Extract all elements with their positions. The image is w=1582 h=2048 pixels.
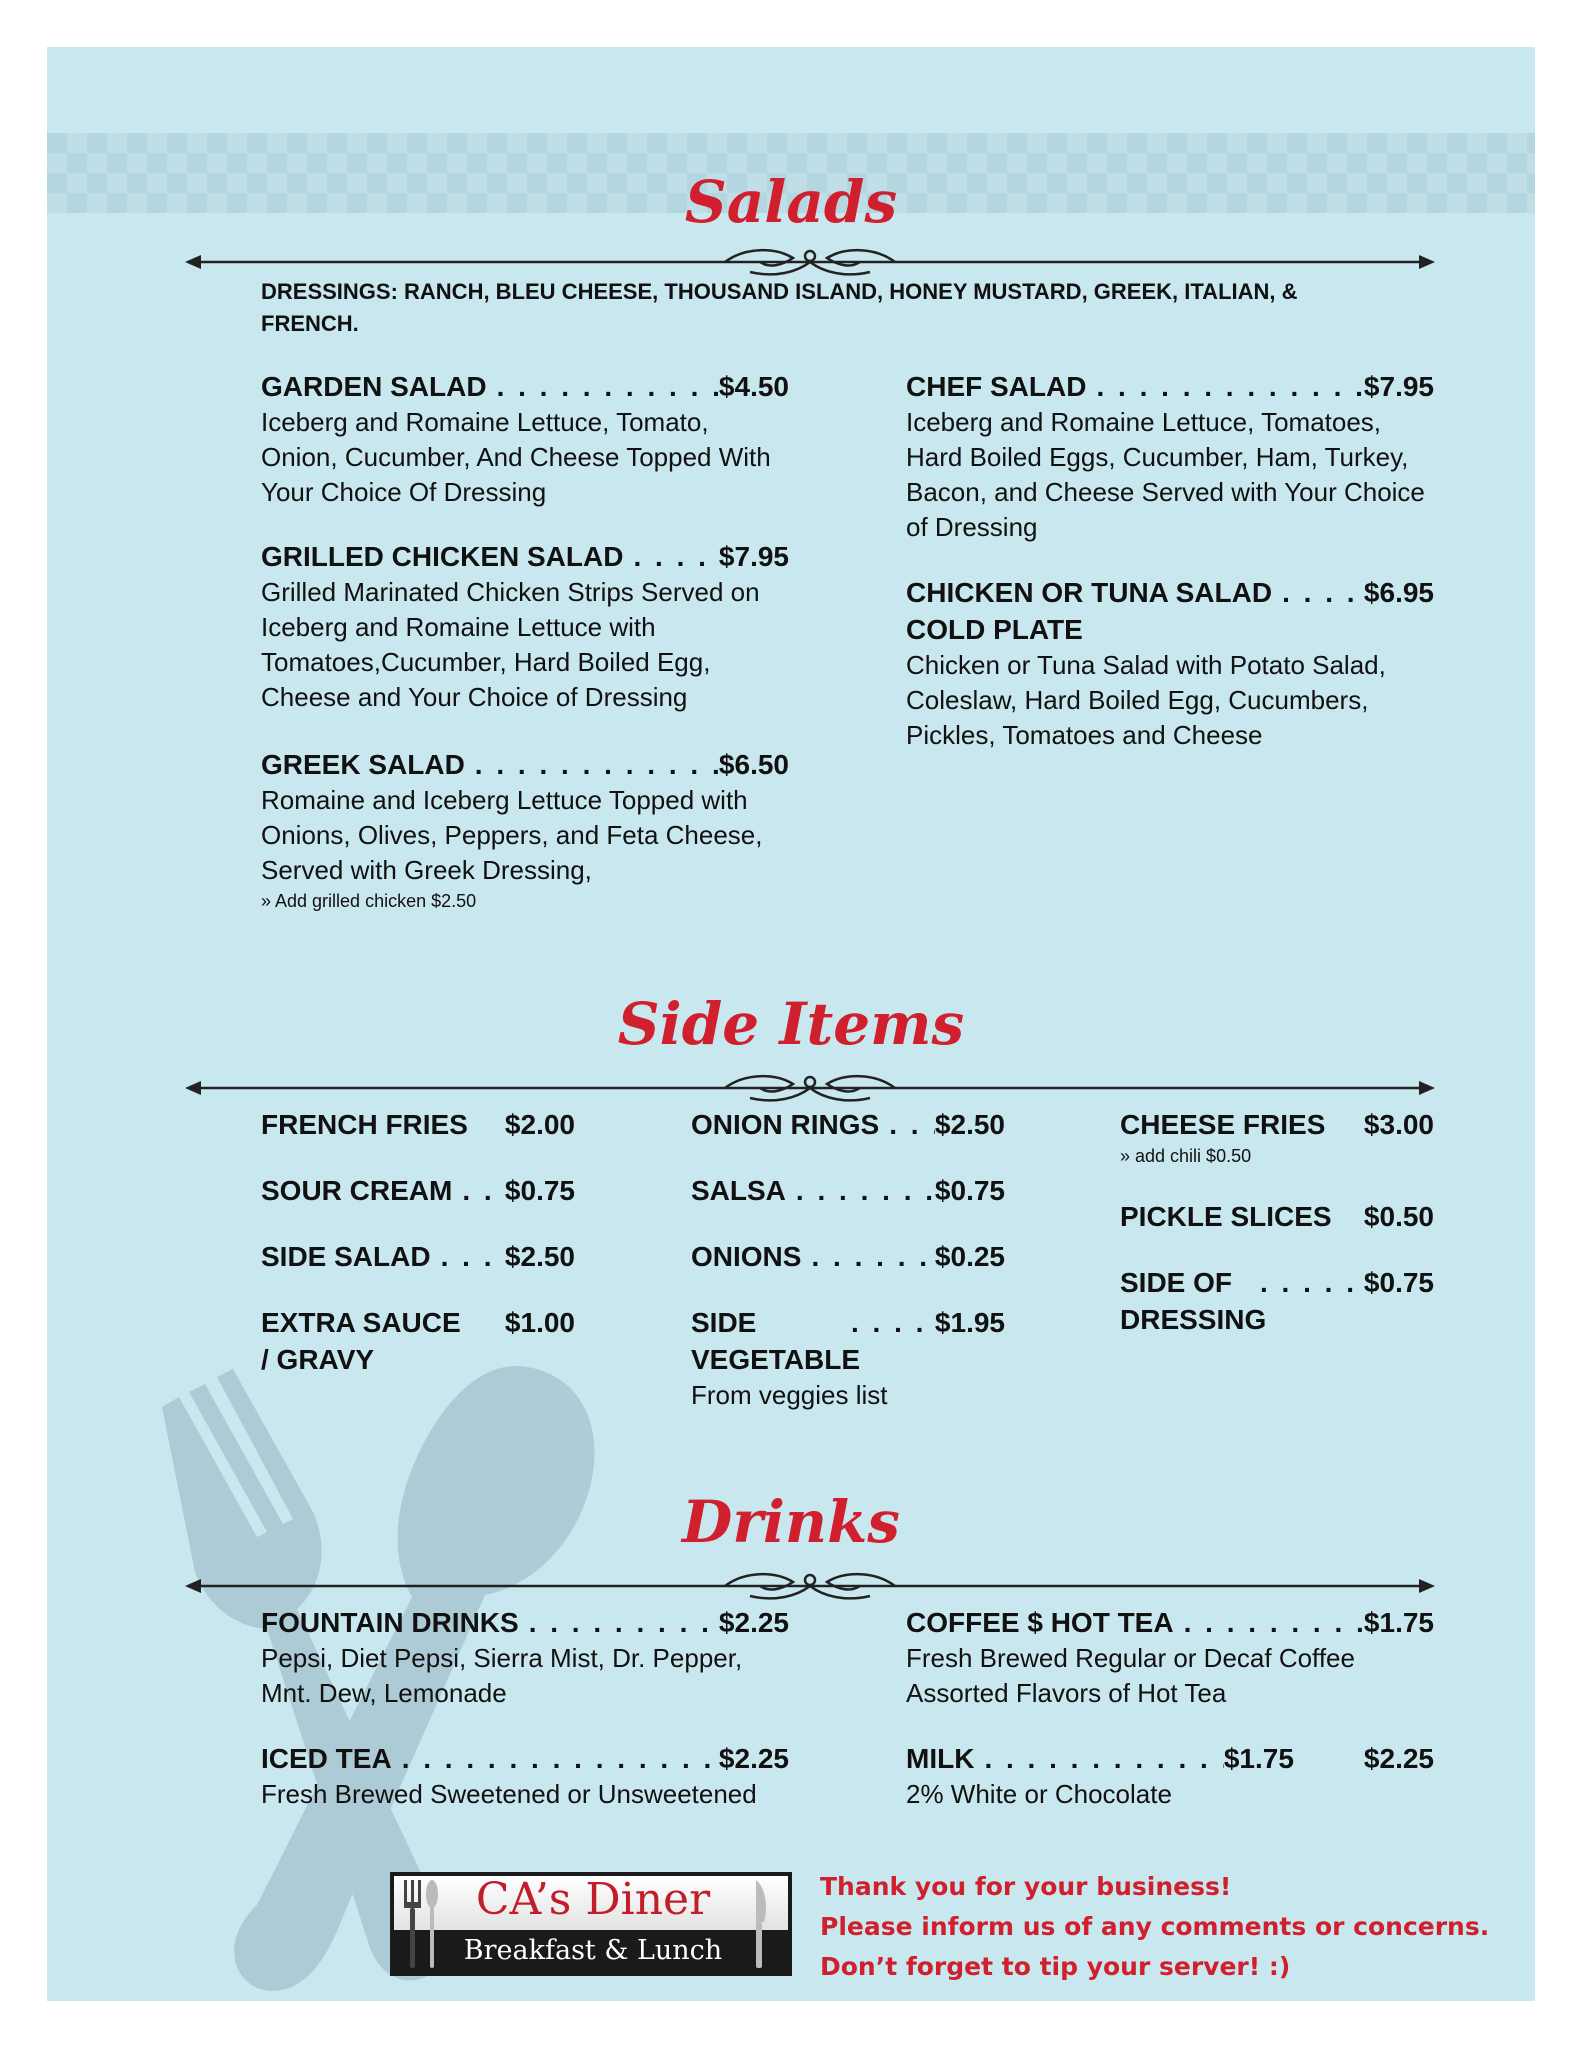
- item-name: GRILLED CHICKEN SALAD: [261, 541, 624, 572]
- leader-dots: [623, 538, 718, 575]
- item-price: $4.50: [718, 371, 789, 402]
- thank-you-line: Thank you for your business!: [820, 1872, 1232, 1901]
- dressings-note: DRESSINGS: RANCH, BLEU CHEESE, THOUSAND ISLAND, HONEY MUSTARD, GREEK, ITALIAN, & FRENCH.: [261, 279, 1298, 336]
- drink-item: [261, 1740, 789, 1812]
- side-item: [261, 1106, 575, 1143]
- item-name: ONION RINGS: [691, 1109, 880, 1140]
- salads-title: Salads: [684, 168, 898, 236]
- leader-dots: [786, 1172, 935, 1209]
- item-price: $1.00: [504, 1307, 575, 1338]
- comments-line: Please inform us of any comments or concerns.: [820, 1912, 1490, 1941]
- menu-item: [906, 368, 1434, 545]
- item-name: SIDE SALAD: [261, 1241, 431, 1272]
- leader-dots: [841, 1304, 935, 1341]
- menu-item: [906, 574, 1434, 753]
- item-name-line2: COLD PLATE: [906, 614, 1083, 645]
- drink-item: [261, 1604, 789, 1711]
- leader-dots: [431, 1238, 505, 1275]
- item-price: $6.95: [1363, 577, 1434, 608]
- item-description: Fresh Brewed Regular or Decaf Coffee Assorted Flavors of Hot Tea: [906, 1643, 1355, 1708]
- item-price: $0.75: [504, 1175, 575, 1206]
- logo-tagline: Breakfast & Lunch: [463, 1935, 723, 1966]
- tip-line: Don’t forget to tip your server! :): [820, 1952, 1291, 1981]
- leader-dots: [1272, 574, 1364, 611]
- thank-you-note: [820, 1867, 1489, 1987]
- item-name: MILK: [906, 1743, 975, 1774]
- item-description: Pepsi, Diet Pepsi, Sierra Mist, Dr. Pepper, Mnt. Dew, Lemonade: [261, 1643, 743, 1708]
- drink-item: [906, 1604, 1434, 1711]
- drinks-title: Drinks: [682, 1488, 900, 1556]
- item-price: $1.75: [1363, 1607, 1434, 1638]
- side-item: [261, 1172, 575, 1209]
- item-name: CHICKEN OR TUNA SALAD: [906, 577, 1273, 608]
- item-name: GARDEN SALAD: [261, 371, 487, 402]
- item-description: Fresh Brewed Sweetened or Unsweetened: [261, 1779, 757, 1809]
- item-price: $7.95: [718, 541, 789, 572]
- item-price: $1.95: [934, 1307, 1005, 1338]
- item-name: GREEK SALAD: [261, 749, 465, 780]
- side-item: [691, 1172, 1005, 1209]
- leader-dots: [1086, 368, 1363, 405]
- side-item: [691, 1238, 1005, 1275]
- menu-item: [261, 746, 789, 914]
- item-name: PICKLE SLICES: [1120, 1201, 1332, 1232]
- side-item: [691, 1304, 1005, 1413]
- leader-dots: [879, 1106, 935, 1143]
- leader-dots: [1174, 1604, 1364, 1641]
- fork-icon: [400, 1878, 440, 1970]
- leader-dots: [452, 1172, 505, 1209]
- item-price: $1.75: [1223, 1743, 1294, 1774]
- knife-icon: [742, 1878, 782, 1970]
- item-description: Chicken or Tuna Salad with Potato Salad, Coleslaw, Hard Boiled Egg, Cucumbers, Pickles, Tomatoes and Cheese: [906, 650, 1386, 750]
- leader-dots: [487, 368, 719, 405]
- logo-name: CA’s Diner: [475, 1874, 711, 1925]
- item-price: $2.00: [504, 1109, 575, 1140]
- leader-dots: [801, 1238, 934, 1275]
- item-description: From veggies list: [691, 1380, 888, 1410]
- side-item: [1120, 1106, 1434, 1169]
- leader-dots: [1250, 1264, 1364, 1301]
- item-price: $0.25: [934, 1241, 1005, 1272]
- item-description: 2% White or Chocolate: [906, 1779, 1172, 1809]
- item-description: Iceberg and Romaine Lettuce, Tomatoes, Hard Boiled Eggs, Cucumber, Ham, Turkey, Bacon, and Cheese Served with Your Choice of Dressing: [906, 407, 1425, 542]
- item-price: $0.75: [934, 1175, 1005, 1206]
- item-name: SIDE VEGETABLE: [691, 1307, 861, 1375]
- side-items-divider: [185, 1068, 1435, 1108]
- menu-item: [261, 538, 789, 715]
- item-price: $2.25: [718, 1607, 789, 1638]
- item-name: EXTRA SAUCE / GRAVY: [261, 1307, 461, 1375]
- item-price: $2.50: [504, 1241, 575, 1272]
- side-item: [261, 1304, 575, 1378]
- item-price: $6.50: [718, 749, 789, 780]
- item-description: Iceberg and Romaine Lettuce, Tomato, Onion, Cucumber, And Cheese Topped With Your Choice Of Dressing: [261, 407, 771, 507]
- item-price: $0.50: [1363, 1201, 1434, 1232]
- leader-dots: [465, 746, 719, 783]
- diner-logo: [390, 1872, 792, 1976]
- side-item: [261, 1238, 575, 1275]
- item-price: $2.25: [718, 1743, 789, 1774]
- item-name: COFFEE $ HOT TEA: [906, 1607, 1174, 1638]
- item-name: FRENCH FRIES: [261, 1109, 468, 1140]
- item-name: ICED TEA: [261, 1743, 392, 1774]
- item-name: CHEESE FRIES: [1120, 1109, 1326, 1140]
- drinks-divider: [185, 1566, 1435, 1606]
- item-description: Grilled Marinated Chicken Strips Served on Iceberg and Romaine Lettuce with Tomatoes,Cucumber, Hard Boiled Egg, Cheese and Your Choice of Dressing: [261, 577, 760, 712]
- item-name: CHEF SALAD: [906, 371, 1087, 402]
- item-price: $2.50: [934, 1109, 1005, 1140]
- side-item: [1120, 1198, 1434, 1235]
- item-price: $7.95: [1363, 371, 1434, 402]
- leader-dots: [392, 1740, 719, 1777]
- item-note: » Add grilled chicken $2.50: [261, 891, 477, 911]
- item-description: Romaine and Iceberg Lettuce Topped with Onions, Olives, Peppers, and Feta Cheese, Served with Greek Dressing,: [261, 785, 763, 885]
- item-price-large: $2.25: [1363, 1743, 1434, 1774]
- item-name: ONIONS: [691, 1241, 802, 1272]
- side-item: [1120, 1264, 1434, 1338]
- side-item: [691, 1106, 1005, 1143]
- leader-dots: [519, 1604, 719, 1641]
- item-name: SOUR CREAM: [261, 1175, 453, 1206]
- item-price: $3.00: [1363, 1109, 1434, 1140]
- item-name: FOUNTAIN DRINKS: [261, 1607, 519, 1638]
- item-name: SIDE OF DRESSING: [1120, 1267, 1267, 1335]
- leader-dots: [974, 1740, 1223, 1777]
- item-price: $0.75: [1363, 1267, 1434, 1298]
- item-name: SALSA: [691, 1175, 786, 1206]
- item-note: » add chili $0.50: [1120, 1146, 1252, 1166]
- side-items-title: Side Items: [617, 990, 965, 1058]
- menu-item: [261, 368, 789, 510]
- drink-item: [906, 1740, 1434, 1812]
